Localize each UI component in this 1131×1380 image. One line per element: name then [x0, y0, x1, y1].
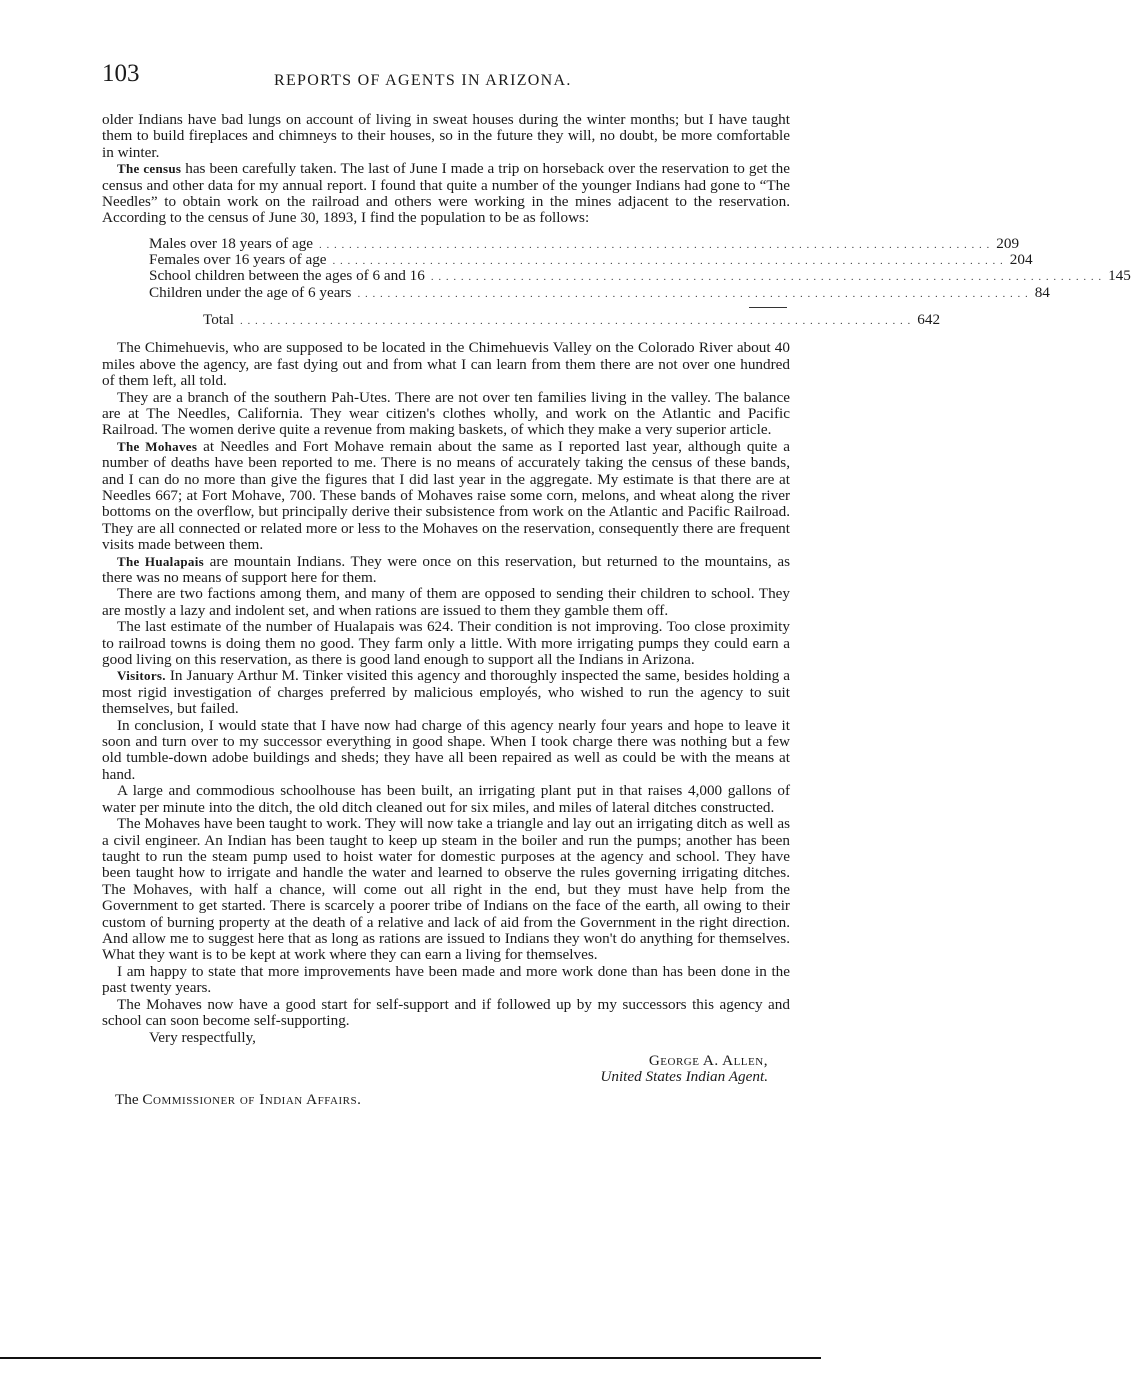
leader-dots: . . . . . . . . . . . . . . . . . . . . . . . . . . . . . . . . . . . . . . . . . . . . . . . . . . . . . . . . . . . . . . . . . . . . . . . . . . . . . . . . . . . . . . . . . .: [332, 255, 1004, 268]
paragraph-text: at Needles and Fort Mohave remain about the same as I reported last year, although quite a number of deaths have been reported to me. There is no means of accurately taking the census of these bands, and I can do no more than give the figures that I did last year in the aggregate. My estimate is that there are at Needles 667; at Fort Mohave, 700. These bands of Mohaves raise some corn, melons, and wheat along the river bottoms on the overflow, but principally derive their subsistence from work on the Atlantic and Pacific Railroad. They are all connected or related more or less to the Mohaves on the reservation, consequently there are frequent visits made between them.: [102, 437, 790, 554]
paragraph: The Mohaves now have a good start for self-support and if followed up by my successors this agency and school can soon become self-supporting.: [102, 995, 790, 1029]
paragraph: [102, 554, 790, 587]
leader-dots: . . . . . . . . . . . . . . . . . . . . . . . . . . . . . . . . . . . . . . . . . . . . . . . . . . . . . . . . . . . . . . . . . . . . . . . . . . . . . . . . . . . . . . . . . .: [357, 287, 1029, 300]
signatory-name: George A. Allen,: [648, 1051, 768, 1069]
paragraph: [102, 668, 790, 717]
paragraph: [102, 439, 790, 554]
running-head: REPORTS OF AGENTS IN ARIZONA.: [274, 72, 572, 89]
census-label: Females over 16 years of age: [149, 251, 327, 269]
census-value: 204: [1009, 251, 1033, 269]
page-bottom-rule: [0, 1357, 821, 1359]
census-label: Children under the age of 6 years: [149, 283, 352, 301]
census-total-value: 642: [917, 311, 941, 329]
page-number: 103: [102, 60, 140, 87]
paragraph: They are a branch of the southern Pah-Utes. There are not over ten families living in the valley. The balance are at The Needles, California. They wear citizen's clothes wholly, and work on the Atlantic and Pacific Railroad. The women derive quite a revenue from making baskets, of which they make a very superior article.: [102, 388, 790, 439]
paragraph: [102, 161, 790, 227]
paragraph: The last estimate of the number of Hualapais was 624. Their condition is not improving. Too close proximity to railroad towns is doing them no good. They farm only a little. With more irrigating pumps they could earn a good living on this reservation, as there is good land enough to support all the Indians in Arizona.: [102, 618, 790, 669]
page-header: [102, 60, 792, 100]
addressee-name: Commissioner of Indian Affairs.: [142, 1090, 362, 1108]
paragraph-lead: Visitors.: [117, 668, 166, 684]
census-value: 84: [1034, 283, 1050, 301]
paragraph-lead: The Mohaves: [117, 438, 198, 454]
census-row: [149, 283, 1050, 301]
paragraph-lead: The Hualapais: [117, 553, 204, 569]
census-value: 209: [996, 234, 1020, 252]
census-row: [149, 267, 1131, 285]
paragraph: In conclusion, I would state that I have now had charge of this agency nearly four years and hope to leave it soon and turn over to my successor everything in good shape. When I took charge there was nothing but a few old tumble-down adobe buildings and sheds; they have all been repaired as well as could be with the means at hand.: [102, 716, 790, 783]
signature-block: [102, 1053, 790, 1086]
addressee-prefix: The: [115, 1090, 139, 1108]
leader-dots: . . . . . . . . . . . . . . . . . . . . . . . . . . . . . . . . . . . . . . . . . . . . . . . . . . . . . . . . . . . . . . . . . . . . . . . . . . . . . . . . . . . . . . . . . .: [430, 271, 1103, 284]
signatory-title: United States Indian Agent.: [600, 1068, 768, 1086]
paragraph: The Mohaves have been taught to work. They will now take a triangle and lay out an irrigating ditch as well as a civil engineer. An Indian has been taught to keep up steam in the boiler and run the pumps; another has been taught to run the steam pump used to hoist water for domestic purposes at the agency and school. They have been taught how to irrigate and handle the water and learned to observe the rules governing irrigating ditches. The Mohaves, with half a chance, will come out all right in the end, but they must have help from the Government to get started. There is scarcely a poorer tribe of Indians on the face of the earth, all owing to their custom of burning property at the death of a relative and lack of aid from the Government in the right direction. And allow me to suggest here that as long as rations are issued to Indians they won't do anything for themselves. What they want is to be kept at work where they can earn a living for themselves.: [102, 815, 790, 964]
closing-salutation: Very respectfully,: [149, 1029, 256, 1047]
leader-dots: . . . . . . . . . . . . . . . . . . . . . . . . . . . . . . . . . . . . . . . . . . . . . . . . . . . . . . . . . . . . . . . . . . . . . . . . . . . . . . . . . . . . . . . . . .: [240, 315, 912, 328]
paragraph-text: In January Arthur M. Tinker visited this agency and thoroughly inspected the same, besides holding a most rigid investigation of charges preferred by malicious employés, who wished to run the agency to suit themselves, but failed.: [102, 667, 790, 718]
census-table: [149, 234, 1131, 329]
census-value: 145: [1108, 267, 1131, 285]
total-rule: [749, 307, 787, 308]
paragraph-lead: The census: [117, 161, 182, 177]
paragraph: There are two factions among them, and many of them are opposed to sending their children to school. They are mostly a lazy and indolent set, and when rations are issued to them they gamble them off.: [102, 585, 790, 619]
census-row: [149, 251, 1033, 269]
census-label: School children between the ages of 6 and 16: [149, 267, 425, 285]
paragraph-text: has been carefully taken. The last of June I made a trip on horseback over the reservation to get the census and other data for my annual report. I found that quite a number of the younger Indians had gone to “The Needles” to obtain work on the railroad and others were working in the mines adjacent to the reservation. According to the census of June 30, 1893, I find the population to be as follows:: [102, 160, 790, 227]
census-label: Males over 18 years of age: [149, 234, 314, 252]
report-body: [102, 111, 1131, 1108]
census-row: [149, 234, 1020, 252]
addressee: [102, 1092, 790, 1108]
paragraph: I am happy to state that more improvements have been made and more work done than has been done in the past twenty years.: [102, 962, 790, 997]
census-total-row: [149, 311, 941, 329]
leader-dots: . . . . . . . . . . . . . . . . . . . . . . . . . . . . . . . . . . . . . . . . . . . . . . . . . . . . . . . . . . . . . . . . . . . . . . . . . . . . . . . . . . . . . . . . . .: [319, 238, 991, 251]
paragraph: older Indians have bad lungs on account of living in sweat houses during the winter months; but I have taught them to build fireplaces and chimneys to their houses, so in the future they will, no doubt, be more comfortable in winter.: [102, 111, 790, 161]
paragraph: The Chimehuevis, who are supposed to be located in the Chimehuevis Valley on the Colorado River about 40 miles above the agency, are fast dying out and from what I can learn from them there are not over one hundred of them left, all told.: [102, 339, 790, 390]
census-total-label: Total: [203, 311, 234, 329]
paragraph: A large and commodious schoolhouse has been built, an irrigating plant put in that raises 4,000 gallons of water per minute into the ditch, the old ditch cleaned out for six miles, and miles of lateral ditches constructed.: [102, 782, 790, 816]
paragraph-text: are mountain Indians. They were once on this reservation, but returned to the mountains, as there was no means of support here for them.: [102, 552, 790, 587]
